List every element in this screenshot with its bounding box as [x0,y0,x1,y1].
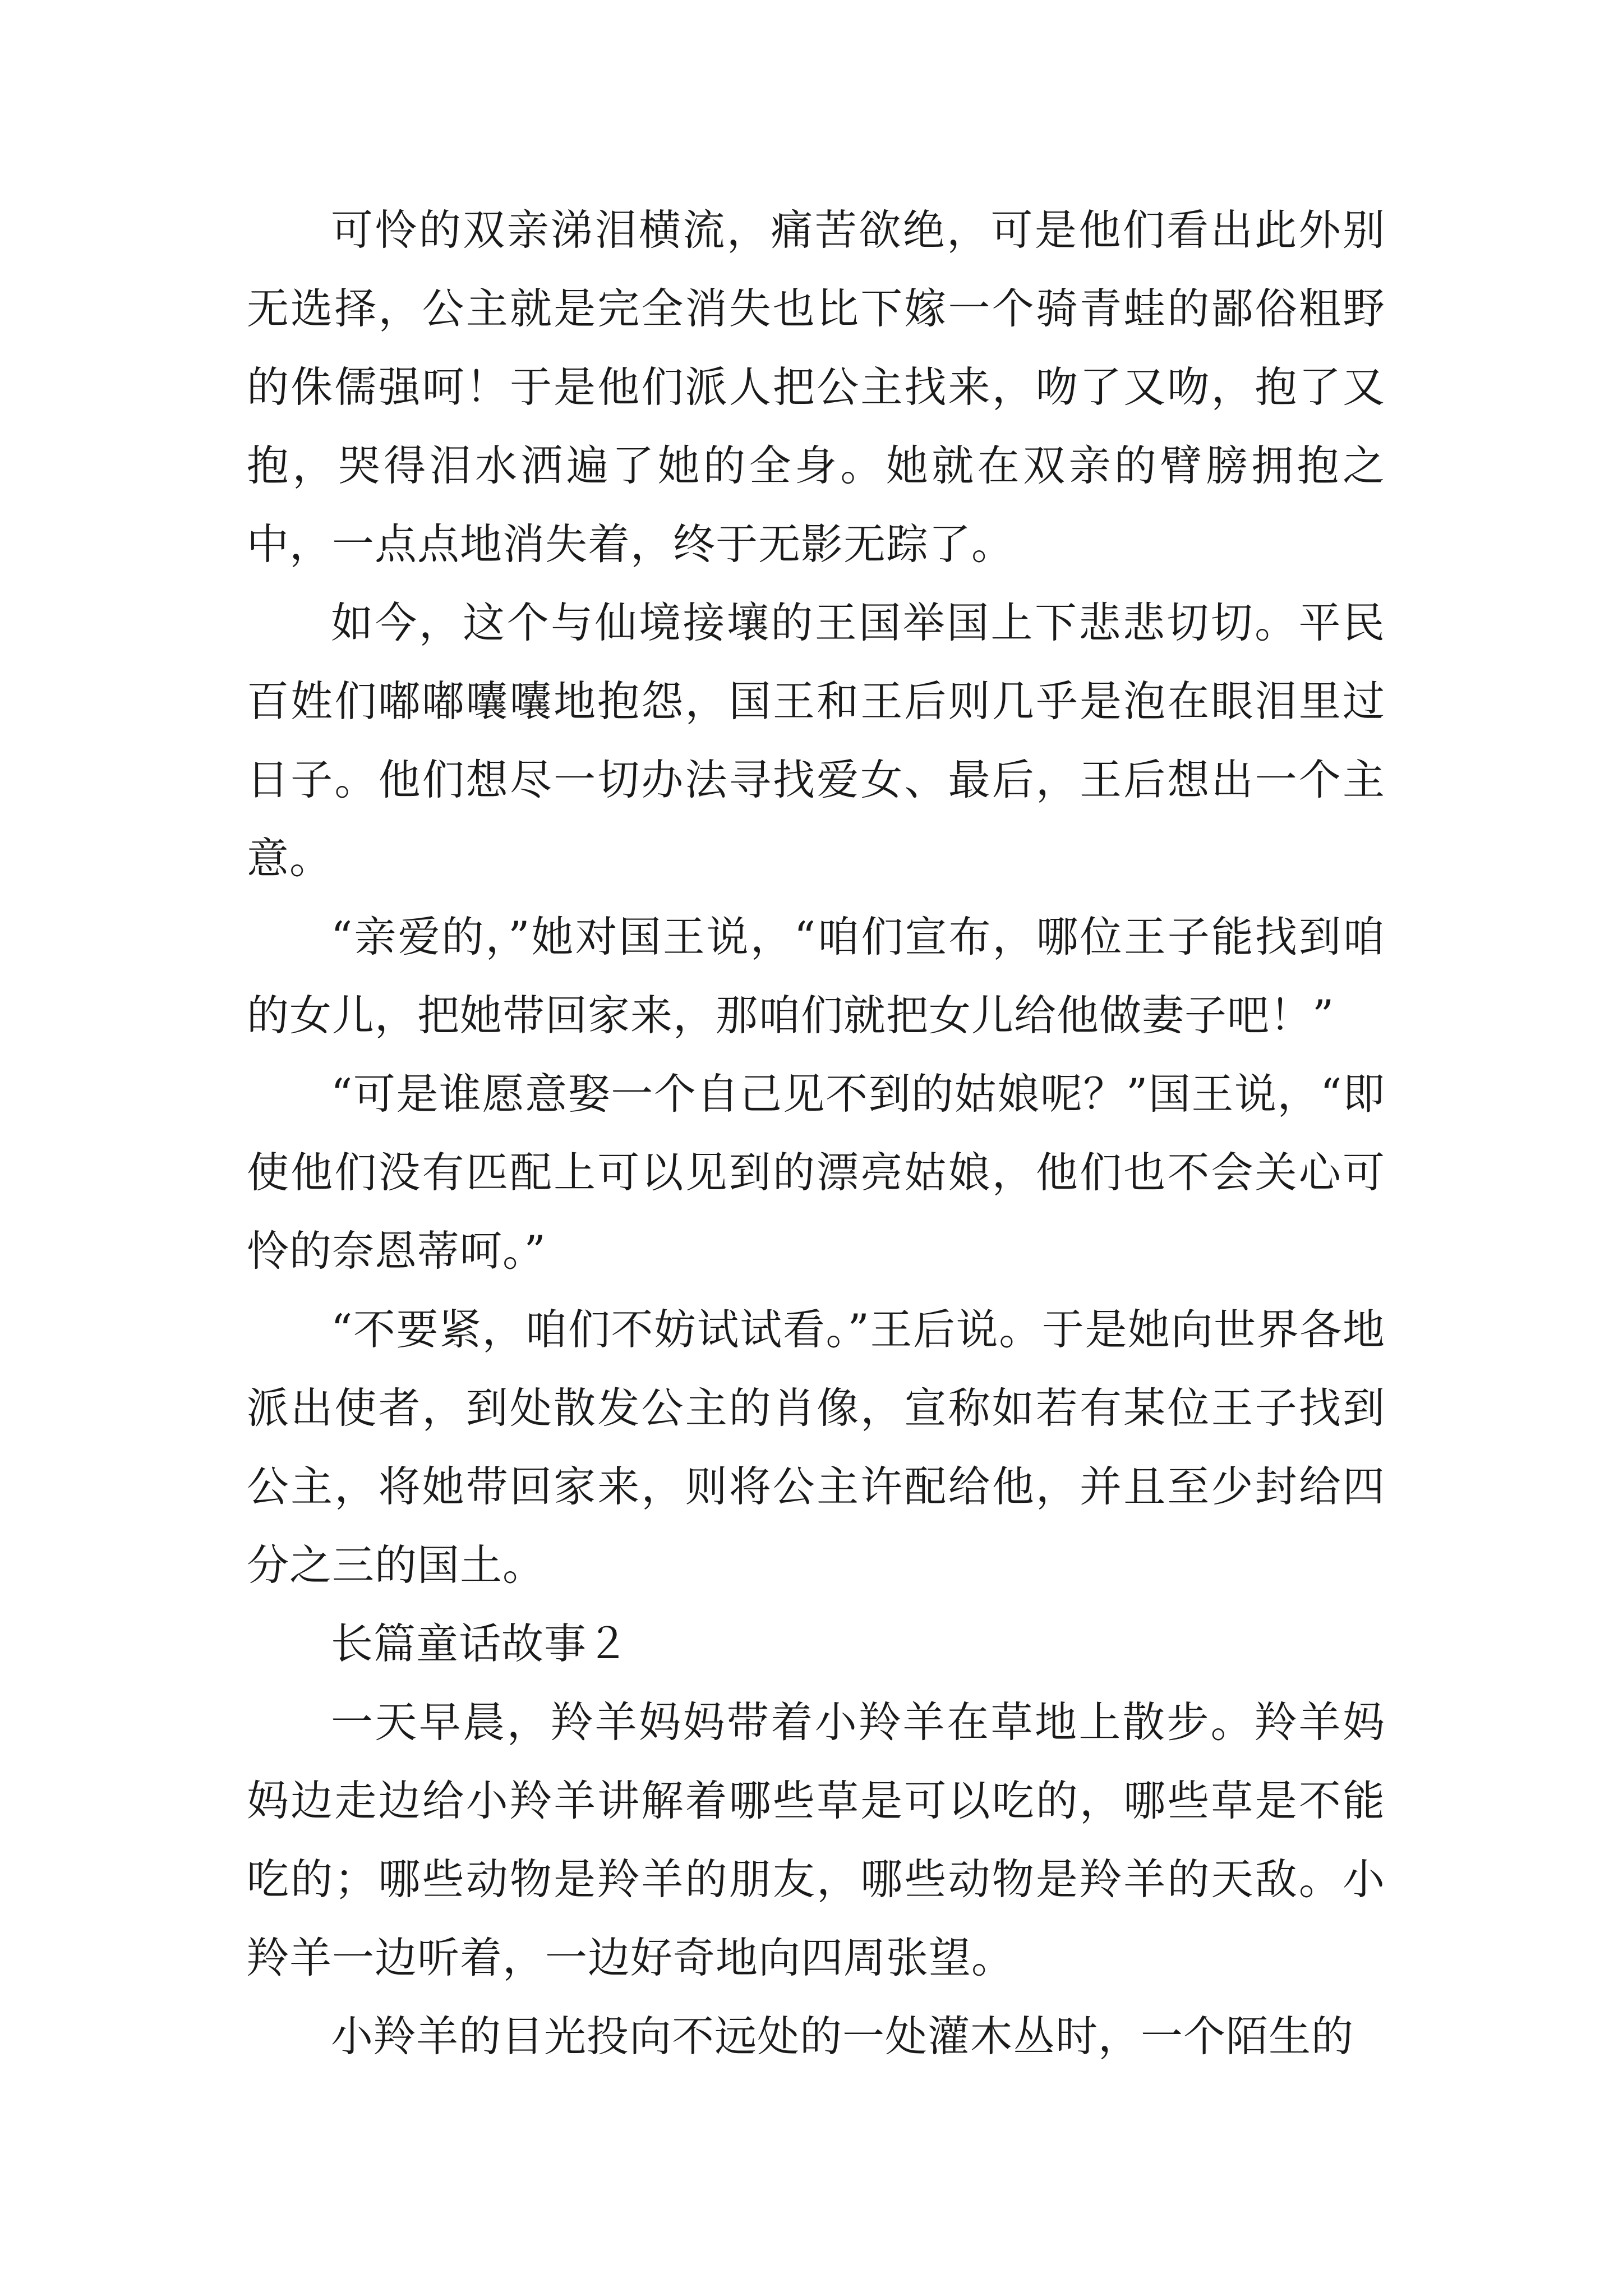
paragraph: “不要紧，咱们不妨试试看。”王后说。于是她向世界各地派出使者，到处散发公主的肖像，宣称如若有某位王子找到公主，将她带回家来，则将公主许配给他，并且至少封给四分之三的国土。 [247,1305,1385,1590]
document-body [247,191,1385,2076]
paragraph: 如今，这个与仙境接壤的王国举国上下悲悲切切。平民百姓们嘟嘟囔囔地抱怨，国王和王后则几乎是泡在眼泪里过日子。他们想尽一切办法寻找爱女、最后，王后想出一个主意。 [247,598,1385,883]
paragraph: “亲爱的，”她对国王说，“咱们宣布，哪位王子能找到咱的女儿，把她带回家来，那咱们就把女儿给他做妻子吧！” [247,912,1385,1040]
paragraph: 小羚羊的目光投向不远处的一处灌木丛时，一个陌生的 [331,2012,1354,2061]
section-heading: 长篇童话故事２ [331,1619,630,1668]
paragraph: 一天早晨，羚羊妈妈带着小羚羊在草地上散步。羚羊妈妈边走边给小羚羊讲解着哪些草是可以吃的，哪些草是不能吃的；哪些动物是羚羊的朋友，哪些动物是羚羊的天敌。小羚羊一边听着，一边好奇地向四周张望。 [247,1697,1385,1982]
paragraph: 可怜的双亲涕泪横流，痛苦欲绝，可是他们看出此外别无选择，公主就是完全消失也比下嫁一个骑青蛙的鄙俗粗野的侏儒强呵！于是他们派人把公主找来，吻了又吻，抱了又抱，哭得泪水洒遍了她的全身。她就在双亲的臂膀拥抱之中，一点点地消失着，终于无影无踪了。 [247,205,1385,569]
paragraph: “可是谁愿意娶一个自己见不到的姑娘呢？”国王说，“即使他们没有匹配上可以见到的漂亮姑娘，他们也不会关心可怜的奈恩蒂呵。” [247,1069,1385,1276]
